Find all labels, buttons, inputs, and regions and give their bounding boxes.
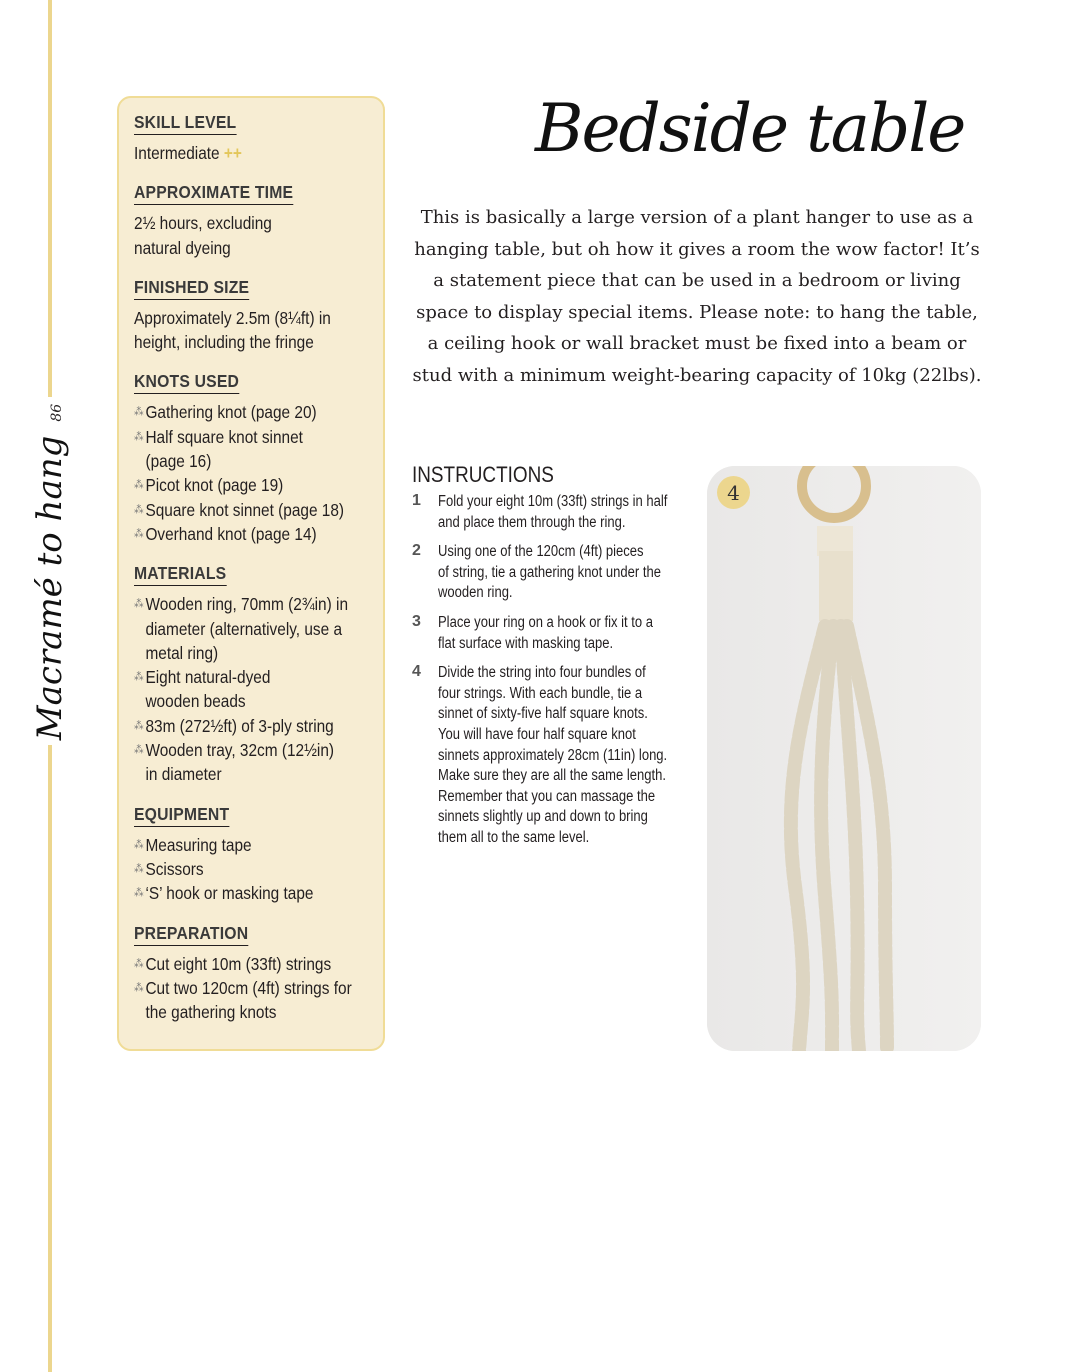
bullet-icon: ⁂ — [134, 671, 144, 684]
book-title: Macramé to hang — [30, 435, 70, 741]
list-item-text: Measuring tape — [145, 834, 252, 855]
instruction-step — [412, 542, 712, 604]
margin-rule-bottom — [48, 745, 52, 1372]
text-line: height, including the fringe — [134, 332, 314, 353]
text-line: Approximately 2.5m (8¼ft) in — [134, 307, 331, 328]
bullet-icon: ⁂ — [134, 719, 144, 732]
list-item — [134, 592, 353, 665]
text-line: 2½ hours, excluding — [134, 213, 272, 234]
section-heading: MATERIALS — [134, 563, 226, 586]
margin-rule-top — [48, 0, 52, 397]
list-item — [134, 473, 353, 497]
step-number: 4 — [412, 663, 421, 681]
list-item — [134, 714, 353, 738]
list-item-text: Scissors — [145, 858, 204, 879]
skill-level-section — [134, 112, 383, 165]
equipment-section — [134, 804, 383, 906]
list-item-text: 83m (272½ft) of 3-ply string — [145, 715, 334, 736]
step-number: 2 — [412, 542, 421, 560]
preparation-section — [134, 923, 383, 1025]
instructions-heading: INSTRUCTIONS — [412, 462, 554, 487]
list-item — [134, 881, 353, 905]
list-item-text: Eight natural-dyed wooden beads — [145, 667, 271, 712]
list-item-text: Square knot sinnet (page 18) — [145, 499, 345, 520]
bullet-icon: ⁂ — [134, 430, 144, 443]
section-heading: KNOTS USED — [134, 371, 239, 394]
skill-rating: ++ — [223, 143, 242, 163]
list-item-text: Half square knot sinnet (page 16) — [145, 426, 303, 472]
step-text: Fold your eight 10m (33ft) strings in half and place them through the ring. — [438, 493, 668, 531]
list-item-text: Picot knot (page 19) — [145, 475, 284, 496]
list-item — [134, 857, 353, 881]
step-text: Using one of the 120cm (4ft) pieces of string, tie a gathering knot under the wooden ring. — [438, 543, 661, 602]
step-number-badge: 4 — [717, 476, 750, 509]
instruction-step — [412, 663, 712, 848]
intro-paragraph: This is basically a large version of a plant hanger to use as a hanging table, but oh how it gives a room the wow factor! It’s a statement piece that can be used in a bedroom or living space to display special items. Please note: to hang the table, a ceiling hook or wall bracket must be fixed into a beam or stud with a minimum weight-bearing capacity of 10kg (22lbs). — [412, 207, 982, 386]
step-text: Place your ring on a hook or fix it to a flat surface with masking tape. — [438, 613, 653, 652]
list-item-text: Wooden tray, 32cm (12½in) in diameter — [145, 740, 335, 785]
section-heading: FINISHED SIZE — [134, 277, 249, 300]
list-item — [134, 400, 353, 424]
section-heading: SKILL LEVEL — [134, 112, 236, 135]
size-section — [134, 277, 383, 355]
bullet-icon: ⁂ — [134, 981, 144, 994]
running-header — [30, 404, 70, 740]
materials-section — [134, 563, 383, 786]
step-number: 1 — [412, 492, 421, 509]
bullet-icon: ⁂ — [134, 406, 144, 419]
page-title: Bedside table — [535, 90, 965, 167]
bullet-icon: ⁂ — [134, 887, 144, 900]
project-info-box — [117, 96, 385, 1051]
list-item — [134, 498, 353, 522]
list-item-text: Cut two 120cm (4ft) strings for the gathering knots — [145, 977, 352, 1023]
instruction-steps — [412, 492, 712, 858]
text-line: natural dyeing — [134, 237, 231, 258]
list-item — [134, 665, 353, 714]
step-photo — [707, 466, 981, 1051]
skill-level-value — [134, 141, 353, 165]
section-heading: APPROXIMATE TIME — [134, 182, 293, 205]
bullet-icon: ⁂ — [134, 503, 144, 516]
list-item-text: ‘S’ hook or masking tape — [145, 883, 314, 904]
instruction-step — [412, 492, 712, 533]
bullet-icon: ⁂ — [134, 838, 144, 851]
instruction-step — [412, 613, 712, 654]
step-text: Divide the string into four bundles of four strings. With each bundle, tie a sinnet of sixty-five half square knots. You will have four half square knot sinnets approximately 28cm (11in) long. Make sure they are all the same length. Remember that you can massage the sinnets slightly up and down to bring them all to the same level. — [438, 664, 668, 846]
bullet-icon: ⁂ — [134, 957, 144, 970]
section-heading: PREPARATION — [134, 923, 248, 946]
list-item — [134, 952, 353, 976]
list-item-text: Gathering knot (page 20) — [145, 402, 317, 423]
page-number: 86 — [49, 403, 65, 422]
list-item-text: Wooden ring, 70mm (2¾in) in diameter (alternatively, use a metal ring) — [145, 594, 349, 663]
bullet-icon: ⁂ — [134, 527, 144, 540]
skill-value: Intermediate — [134, 143, 220, 163]
bullet-icon: ⁂ — [134, 479, 144, 492]
knots-section — [134, 371, 383, 546]
list-item-text: Overhand knot (page 14) — [145, 523, 317, 544]
list-item — [134, 833, 353, 857]
bullet-icon: ⁂ — [134, 598, 144, 611]
list-item — [134, 976, 353, 1025]
step-number: 3 — [412, 612, 421, 630]
bullet-icon: ⁂ — [134, 862, 144, 875]
list-item-text: Cut eight 10m (33ft) strings — [145, 953, 332, 974]
list-item — [134, 425, 353, 474]
list-item — [134, 738, 353, 787]
time-section — [134, 182, 383, 260]
list-item — [134, 522, 353, 546]
bullet-icon: ⁂ — [134, 744, 144, 757]
macrame-photo-illustration — [707, 466, 981, 1051]
section-heading: EQUIPMENT — [134, 804, 229, 827]
